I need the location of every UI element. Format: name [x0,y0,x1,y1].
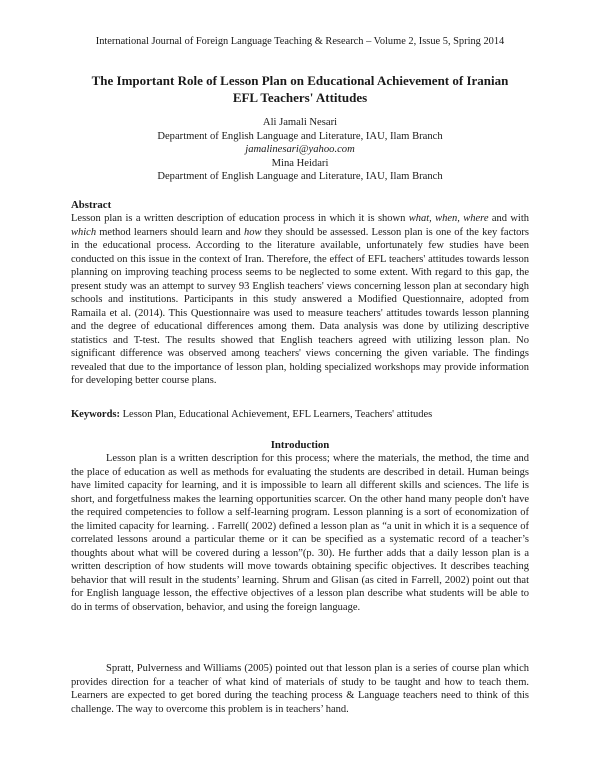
author-affiliation: Department of English Language and Literature, IAU, Ilam Branch [157,171,443,183]
title-line-1: The Important Role of Lesson Plan on Educational Achievement of Iranian [91,73,509,88]
abstract-text: Lesson plan is a written description of education process in which it is shown [71,213,409,224]
abstract-text: method learners should learn and [96,226,244,238]
keywords-label: Keywords: [71,409,120,420]
introduction-paragraph-2: Spratt, Pulverness and Williams (2005) pointed out that lesson plan is a series of course plan which provides direction for a teacher of what kind of materials of study to be taught and how to teach them. Learners are expected to get bored during the teaching process & Language teachers need to think of this challenge. The way to overcome this problem is in teachers’ hand. [71,663,529,715]
abstract-body [71,212,529,388]
running-head: International Journal of Foreign Language Teaching & Research – Volume 2, Issue 5, Spring 2014 [95,36,505,47]
paper-title [60,72,540,106]
author-email: jamalinesari@yahoo.com [245,144,355,156]
abstract-text: and with [488,213,529,224]
introduction-heading: Introduction [270,439,330,451]
keywords-list: Lesson Plan, Educational Achievement, EFL Learners, Teachers' attitudes [120,409,433,420]
author-affiliation: Department of English Language and Literature, IAU, Ilam Branch [157,130,443,142]
keywords [71,409,533,420]
abstract-emphasis: what, when, where [408,213,489,224]
abstract-heading: Abstract [71,199,112,211]
abstract-emphasis: which [71,226,97,238]
introduction-paragraph-1: Lesson plan is a written description for this process; where the materials, the method, the time and the place of education as well as methods for evaluating the students are described in detail. Human beings have limited capacity for learning, and it is impossible to learn all different skills and sciences. The life is short, and forgetfulness makes the learning opportunities scarcer. On the other hand many people don't have the required competencies to follow a self-learning program. Lesson planning is a sort of economization of the limited capacity for learning. . Farrell( 2002) defined a lesson plan as “a unit in which it is a sequence of correlated lessons around a particular theme or it can be specified as a systematic record of a teacher’s thoughts about what will be covered during a lesson”(p. 30). He further adds that a daily lesson plan is a written description of how students will move towards obtaining specific objectives. It describes teaching behavior that will result in the students’ learning. Shrum and Glisan (as cited in Farrell, 2002) point out that for English language lesson, the effective objectives of a lesson plan describe what students will be able to do in terms of observation, behavior, and using the foreign language. [71,453,529,613]
abstract-text: they should be assessed. Lesson plan is one of the key factors in the educational process. According to the literature available, unfortunately few studies have been conducted on this issue in the context of Iran. Therefore, the effect of EFL teachers' attitudes towards lesson planning on improving teaching process seems to be neglected to some extent. With regard to this gap, the present study was an attempt to survey 93 English teachers' views concerning lesson plan at secondary high schools and institutions. Participants in this study answered a Modified Questionnaire, adopted from Ramaila et al. (2014). This Questionnaire was used to measure teachers' attitudes towards lesson planning and the degree of educational differences among them. Data analysis was done by utilizing descriptive statistics and T-test. The results showed that English teachers agreed with utilizing lesson plan. No significant difference was observed among teachers' views concerning the given variable. The findings revealed that due to the importance of lesson plan, holding specialized workshops may provide information for developing better course plans. [71,226,530,386]
title-line-2: EFL Teachers' Attitudes [232,90,368,105]
author-name: Mina Heidari [271,157,329,169]
abstract-emphasis: how [243,226,262,238]
author-block [60,116,540,184]
author-name: Ali Jamali Nesari [262,117,338,128]
